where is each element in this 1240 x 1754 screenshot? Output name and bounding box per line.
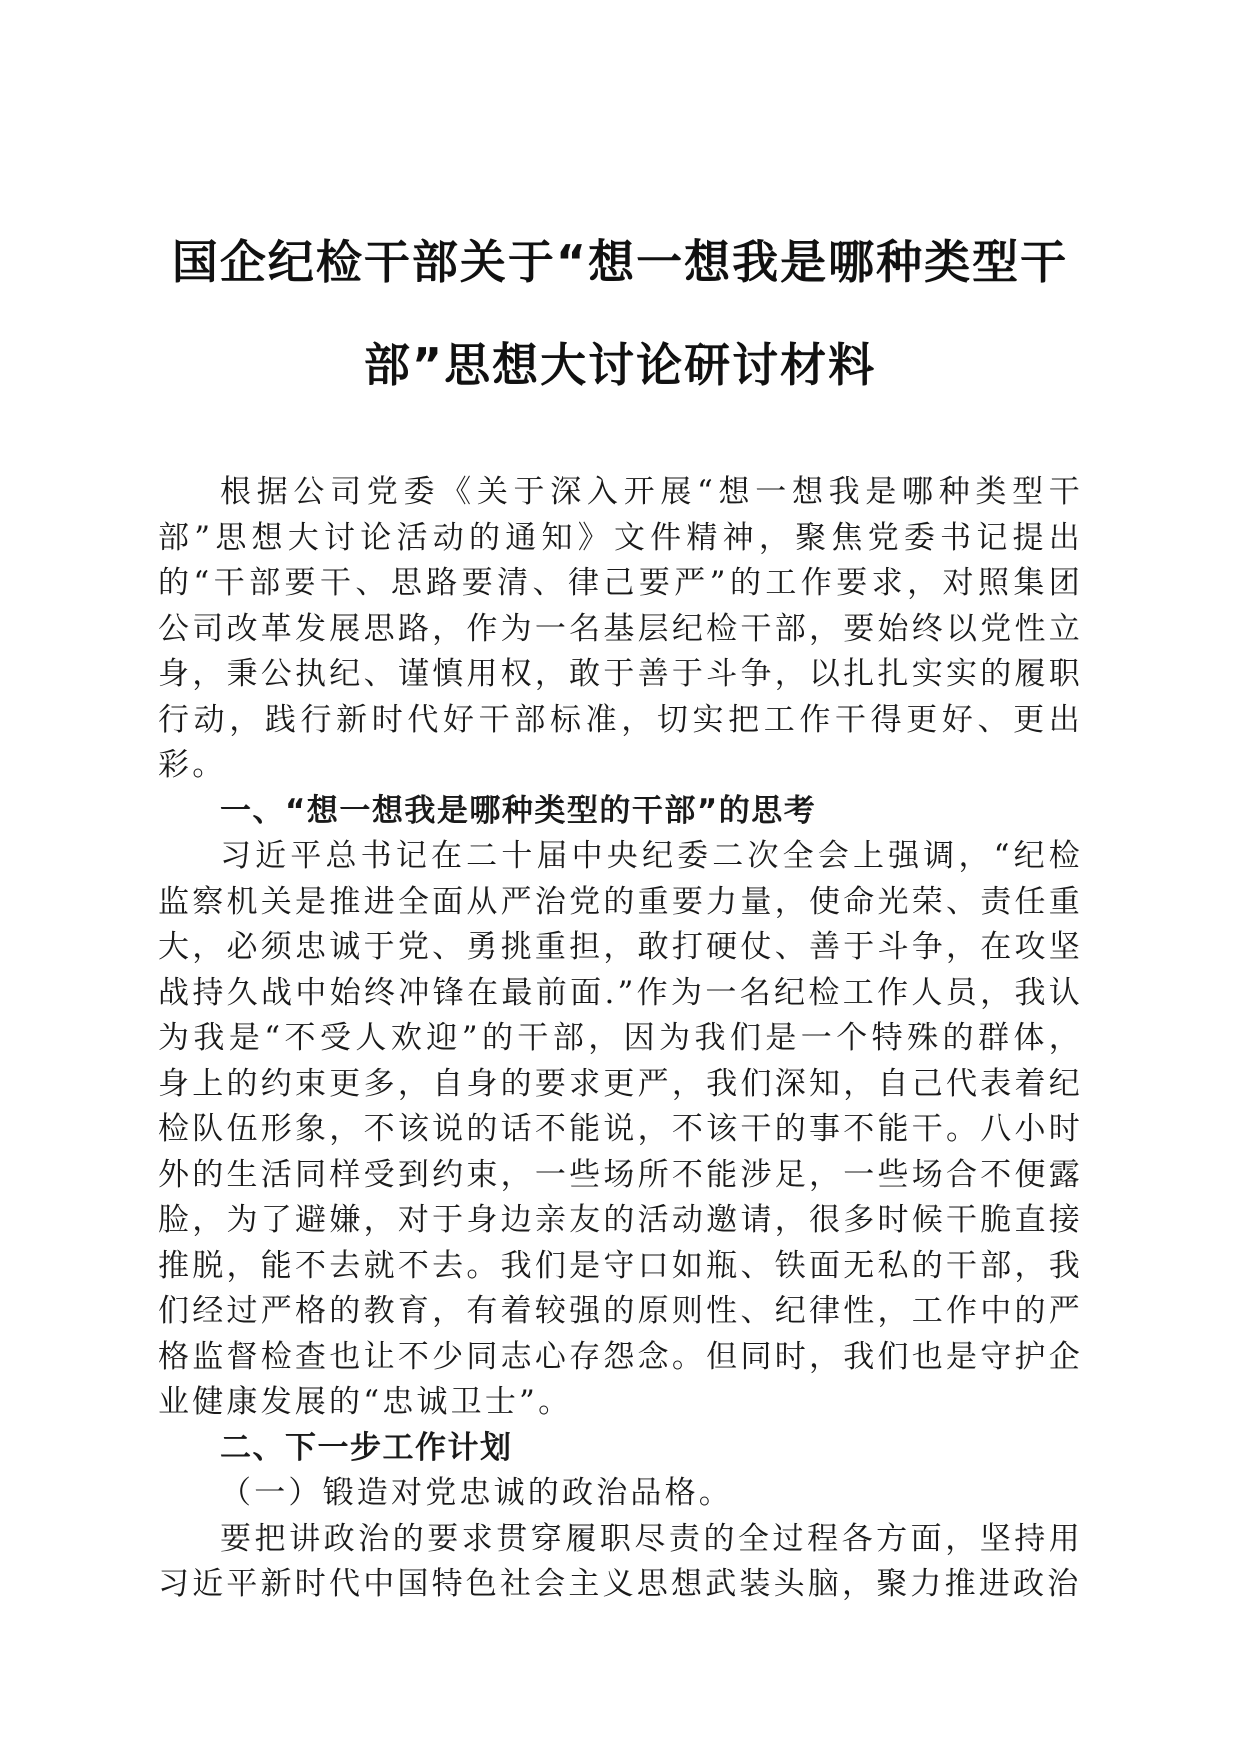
document-body [158, 470, 1083, 1608]
section-1-heading: 一、“想一想我是哪种类型的干部”的思考 [220, 792, 817, 829]
section-2-heading: 二、下一步工作计划 [220, 1429, 513, 1466]
subsection-1-heading: （一）锻造对党忠诚的政治品格。 [220, 1475, 733, 1511]
document-title-line-2: 部”思想大讨论研讨材料 [363, 338, 877, 392]
intro-paragraph: 根据公司党委《关于深入开展“想一想我是哪种类型干部”思想大讨论活动的通知》文件精神，聚焦党委书记提出的“干部要干、思路要清、律己要严”的工作要求，对照集团公司改革发展思路，作为一名基层纪检干部，要始终以党性立身，秉公执纪、谨慎用权，敢于善于斗争，以扎扎实实的履职行动，践行新时代好干部标准，切实把工作干得更好、更出彩。 [158, 474, 1083, 783]
document-title-line-1: 国企纪检干部关于“想一想我是哪种类型干 [171, 235, 1069, 289]
subsection-1-paragraph: 要把讲政治的要求贯穿履职尽责的全过程各方面，坚持用习近平新时代中国特色社会主义思想武装头脑，聚力推进政治 [158, 1520, 1083, 1602]
section-1-paragraph: 习近平总书记在二十届中央纪委二次全会上强调，“纪检监察机关是推进全面从严治党的重要力量，使命光荣、责任重大，必须忠诚于党、勇挑重担，敢打硬仗、善于斗争，在攻坚战持久战中始终冲锋在最前面.”作为一名纪检工作人员，我认为我是“不受人欢迎”的干部，因为我们是一个特殊的群体，身上的约束更多，自身的要求更严，我们深知，自己代表着纪检队伍形象，不该说的话不能说，不该干的事不能干。八小时外的生活同样受到约束，一些场所不能涉足，一些场合不便露脸，为了避嫌，对于身边亲友的活动邀请，很多时候干脆直接推脱，能不去就不去。我们是守口如瓶、铁面无私的干部，我们经过严格的教育，有着较强的原则性、纪律性，工作中的严格监督检查也让不少同志心存怨念。但同时，我们也是守护企业健康发展的“忠诚卫士”。 [158, 838, 1083, 1420]
